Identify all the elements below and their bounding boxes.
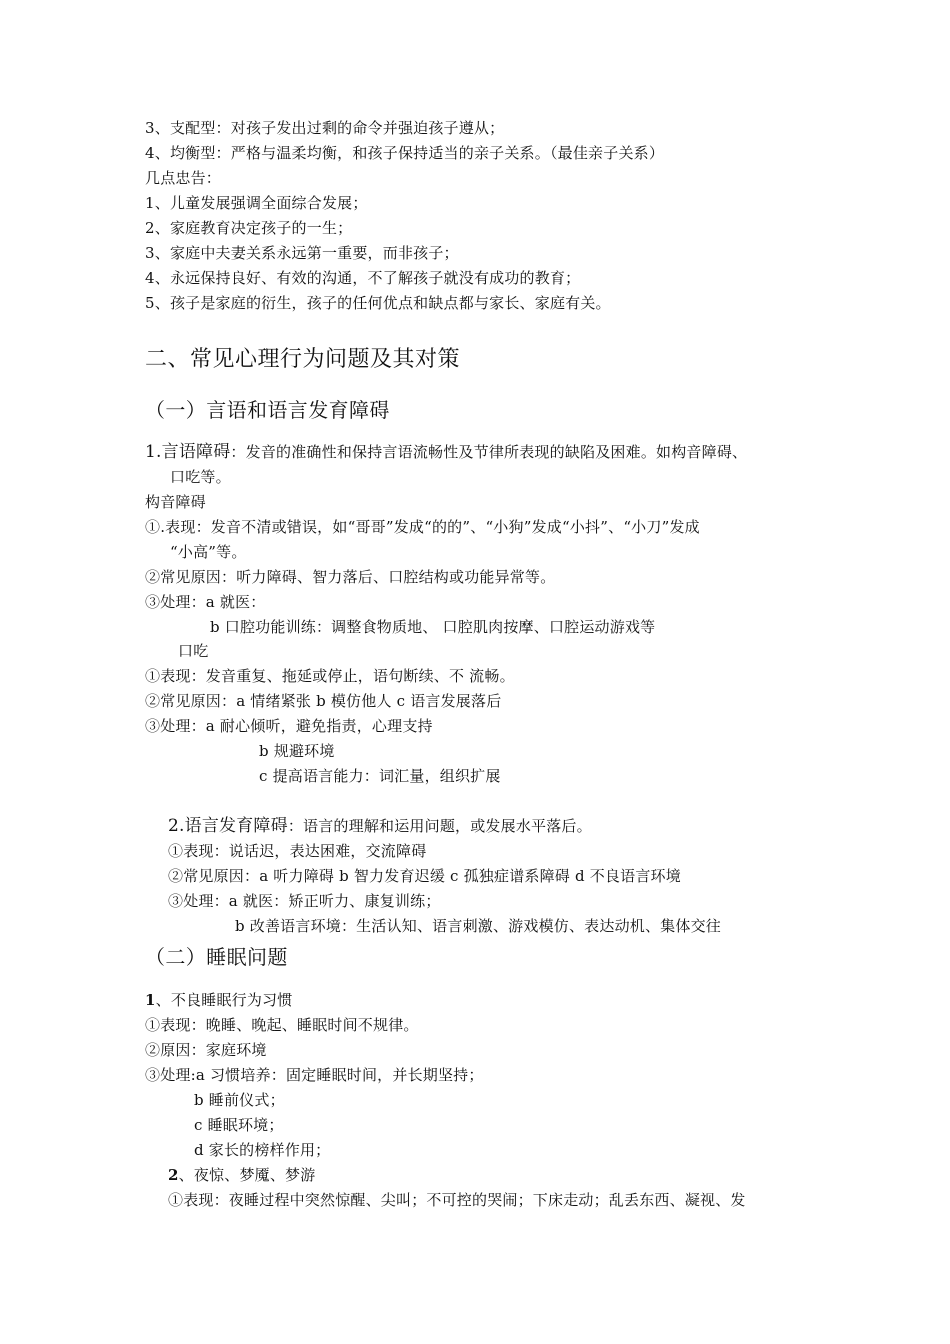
item-text: 、夜惊、梦魇、梦游 — [178, 1166, 316, 1184]
item-sleep-habits — [145, 990, 292, 1010]
text-line: ②原因：家庭环境 — [145, 1041, 267, 1059]
text-line: 3、家庭中夫妻关系永远第一重要，而非孩子； — [145, 244, 459, 262]
text-line: ①表现：晚睡、晚起、睡眠时间不规律。 — [145, 1016, 419, 1034]
text-line: ③处理:a 习惯培养：固定睡眠时间，并长期坚持； — [145, 1066, 484, 1084]
subheading: 构音障碍 — [145, 493, 206, 511]
text-line: 口吃等。 — [170, 468, 231, 486]
item-text: ：语言的理解和运用问题，或发展水平落后。 — [287, 817, 592, 835]
text-line: 1、儿童发展强调全面综合发展； — [145, 194, 368, 212]
text-line: ②常见原因：听力障碍、智力落后、口腔结构或功能异常等。 — [145, 568, 556, 586]
text-line: c 提高语言能力：词汇量，组织扩展 — [259, 767, 501, 785]
text-line: d 家长的榜样作用； — [194, 1141, 331, 1159]
text-line: ②常见原因：a 情绪紧张 b 模仿他人 c 语言发展落后 — [145, 692, 502, 710]
subsection-title: （二）睡眠问题 — [145, 945, 288, 969]
text-line: 3、支配型：对孩子发出过剩的命令并强迫孩子遵从； — [145, 119, 505, 137]
text-line: b 口腔功能训练：调整食物质地、 口腔肌肉按摩、口腔运动游戏等 — [210, 618, 656, 636]
text-line: 4、均衡型：严格与温柔均衡，和孩子保持适当的亲子关系。（最佳亲子关系） — [145, 144, 665, 162]
text-line: 4、永远保持良好、有效的沟通，不了解孩子就没有成功的教育； — [145, 269, 581, 287]
item-number: 2 — [168, 1166, 179, 1184]
text-line: ①.表现：发音不清或错误，如“哥哥”发成“的的”、“小狗”发成“小抖”、“小刀”发成 — [145, 518, 700, 536]
item-night-terrors — [168, 1165, 315, 1185]
text-line: ①表现：说话迟，表达困难，交流障碍 — [168, 842, 427, 860]
item-number: 1 — [145, 991, 156, 1009]
text-line: b 改善语言环境：生活认知、语言刺激、游戏模仿、表达动机、集体交往 — [235, 917, 721, 935]
item-language-disorder — [168, 816, 592, 836]
text-line: ③处理：a 耐心倾听，避免指责，心理支持 — [145, 717, 433, 735]
text-line: “小高”等。 — [170, 543, 247, 561]
text-line: 5、孩子是家庭的衍生，孩子的任何优点和缺点都与家长、家庭有关。 — [145, 294, 611, 312]
item-speech-disorder — [145, 442, 747, 462]
text-line: ③处理：a 就医：矫正听力、康复训练； — [168, 892, 441, 910]
item-label: 1.言语障碍 — [145, 442, 231, 462]
text-line: ③处理：a 就医： — [145, 593, 266, 611]
subsection-title: （一）言语和语言发育障碍 — [145, 398, 390, 422]
text-line: 几点忠告： — [145, 169, 222, 187]
section-title: 二、常见心理行为问题及其对策 — [145, 347, 461, 372]
text-line: b 睡前仪式； — [194, 1091, 285, 1109]
text-line: ①表现：发音重复、拖延或停止，语句断续、不 流畅。 — [145, 667, 515, 685]
text-line: ①表现：夜睡过程中突然惊醒、尖叫；不可控的哭闹；下床走动；乱丢东西、凝视、发 — [168, 1191, 746, 1209]
text-line: 2、家庭教育决定孩子的一生； — [145, 219, 353, 237]
item-label: 2.语言发育障碍 — [168, 816, 288, 836]
subheading: 口吃 — [178, 642, 209, 660]
text-line: b 规避环境 — [259, 742, 335, 760]
item-text: ：发音的准确性和保持言语流畅性及节律所表现的缺陷及困难。如构音障碍、 — [230, 443, 748, 461]
item-text: 、不良睡眠行为习惯 — [155, 991, 293, 1009]
text-line: ②常见原因：a 听力障碍 b 智力发育迟缓 c 孤独症谱系障碍 d 不良语言环境 — [168, 867, 681, 885]
text-line: c 睡眠环境； — [194, 1116, 284, 1134]
